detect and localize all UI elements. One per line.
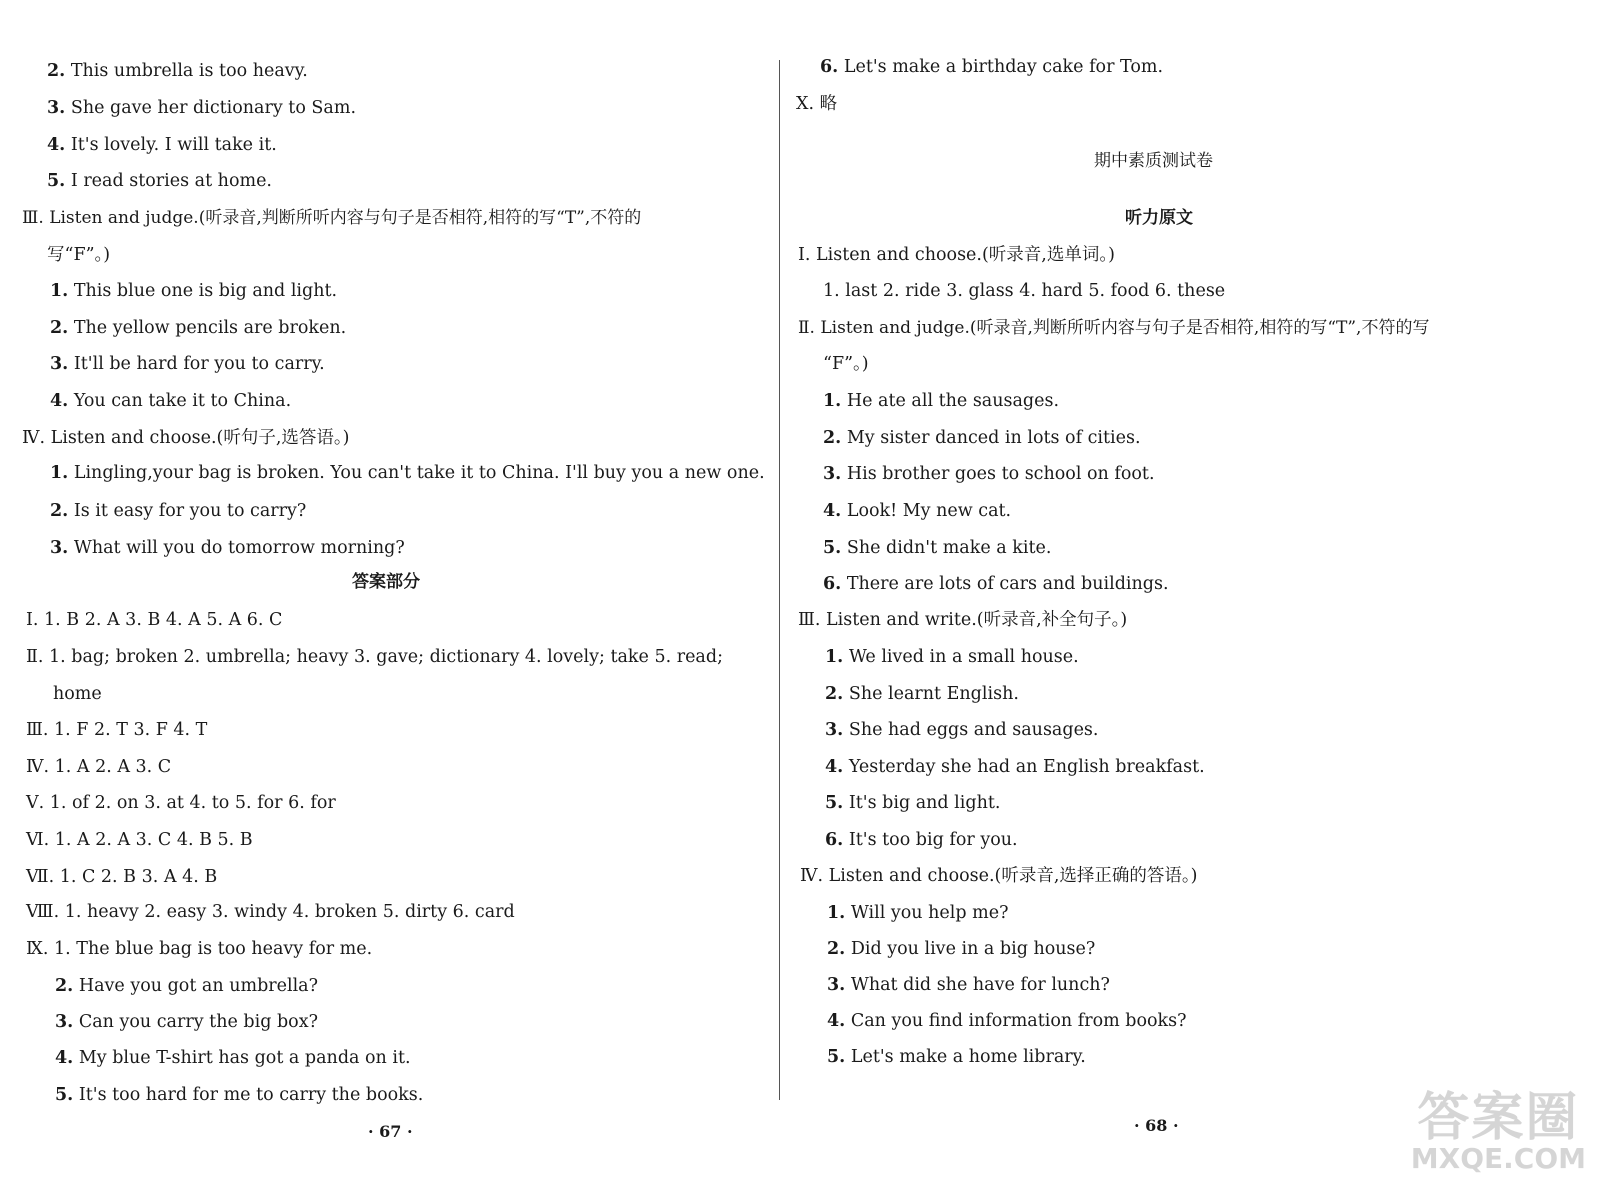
left-section-3-heading-cont: 写“F”。) bbox=[47, 245, 111, 265]
listening-script-title: 听力原文 bbox=[1125, 208, 1193, 228]
right-line-20: 5. It's big and light. bbox=[825, 793, 1001, 813]
left-line-4: 5. I read stories at home. bbox=[47, 171, 272, 191]
answer-line-8: Ⅷ. 1. heavy 2. easy 3. windy 4. broken 5. dirty 6. card bbox=[26, 902, 515, 922]
left-line-8: 2. The yellow pencils are broken. bbox=[50, 318, 347, 338]
right-section-2-heading: Ⅱ. Listen and judge.(听录音,判断所听内容与句子是否相符,相符的写“T”,不符的写 bbox=[798, 318, 1430, 338]
answer-line-9-2: 2. Have you got an umbrella? bbox=[55, 976, 318, 996]
page-number-left: · 67 · bbox=[368, 1122, 413, 1141]
left-line-14: 3. What will you do tomorrow morning? bbox=[50, 538, 405, 558]
left-line-2: 3. She gave her dictionary to Sam. bbox=[47, 98, 357, 118]
answer-line-4: Ⅳ. 1. A 2. A 3. C bbox=[26, 757, 172, 777]
right-line-23: 1. Will you help me? bbox=[827, 903, 1009, 923]
right-line-2: Ⅹ. 略 bbox=[796, 94, 838, 114]
right-line-10: 2. My sister danced in lots of cities. bbox=[823, 428, 1141, 448]
right-section-2-heading-cont: “F”。) bbox=[823, 354, 869, 374]
column-divider bbox=[779, 60, 780, 1100]
answer-line-9: Ⅸ. 1. The blue bag is too heavy for me. bbox=[26, 939, 373, 959]
answer-section-title: 答案部分 bbox=[352, 572, 420, 592]
watermark-logo-text: 答案圈 bbox=[1417, 1088, 1580, 1148]
right-line-26: 4. Can you find information from books? bbox=[827, 1011, 1187, 1031]
right-line-25: 3. What did she have for lunch? bbox=[827, 975, 1110, 995]
watermark-url: MXQE.COM bbox=[1410, 1142, 1586, 1175]
answer-line-3: Ⅲ. 1. F 2. T 3. F 4. T bbox=[26, 720, 208, 740]
right-section-1-words: 1. last 2. ride 3. glass 4. hard 5. food 6. these bbox=[823, 281, 1226, 301]
right-line-24: 2. Did you live in a big house? bbox=[827, 939, 1096, 959]
left-line-13: 2. Is it easy for you to carry? bbox=[50, 501, 307, 521]
answer-line-7: Ⅶ. 1. C 2. B 3. A 4. B bbox=[26, 867, 218, 887]
right-line-14: 6. There are lots of cars and buildings. bbox=[823, 574, 1169, 594]
right-line-12: 4. Look! My new cat. bbox=[823, 501, 1012, 521]
page-number-right: · 68 · bbox=[1134, 1116, 1179, 1135]
answer-line-5: Ⅴ. 1. of 2. on 3. at 4. to 5. for 6. for bbox=[26, 793, 336, 813]
answer-line-2: Ⅱ. 1. bag; broken 2. umbrella; heavy 3. gave; dictionary 4. lovely; take 5. read; bbox=[26, 647, 723, 667]
right-line-13: 5. She didn't make a kite. bbox=[823, 538, 1052, 558]
left-line-9: 3. It'll be hard for you to carry. bbox=[50, 354, 325, 374]
answer-line-9-4: 4. My blue T-shirt has got a panda on it. bbox=[55, 1048, 411, 1068]
left-line-3: 4. It's lovely. I will take it. bbox=[47, 135, 277, 155]
right-section-1-heading: Ⅰ. Listen and choose.(听录音,选单词。) bbox=[798, 245, 1115, 265]
left-line-12: 1. Lingling,your bag is broken. You can't take it to China. I'll buy you a new one. bbox=[50, 463, 765, 483]
answer-line-9-3: 3. Can you carry the big box? bbox=[55, 1012, 318, 1032]
right-line-19: 4. Yesterday she had an English breakfast. bbox=[825, 757, 1205, 777]
answer-line-1: Ⅰ. 1. B 2. A 3. B 4. A 5. A 6. C bbox=[26, 610, 283, 630]
right-line-1: 6. Let's make a birthday cake for Tom. bbox=[820, 57, 1164, 77]
right-line-21: 6. It's too big for you. bbox=[825, 830, 1018, 850]
right-line-11: 3. His brother goes to school on foot. bbox=[823, 464, 1155, 484]
left-line-7: 1. This blue one is big and light. bbox=[50, 281, 338, 301]
right-line-9: 1. He ate all the sausages. bbox=[823, 391, 1060, 411]
left-section-4-heading: Ⅳ. Listen and choose.(听句子,选答语。) bbox=[22, 428, 350, 448]
answer-line-9-5: 5. It's too hard for me to carry the books. bbox=[55, 1085, 424, 1105]
right-line-16: 1. We lived in a small house. bbox=[825, 647, 1079, 667]
right-section-3-heading: Ⅲ. Listen and write.(听录音,补全句子。) bbox=[798, 610, 1128, 630]
right-section-4-heading: Ⅳ. Listen and choose.(听录音,选择正确的答语。) bbox=[800, 866, 1198, 886]
left-line-1: 2. This umbrella is too heavy. bbox=[47, 61, 308, 81]
midterm-title: 期中素质测试卷 bbox=[1094, 151, 1213, 171]
right-line-18: 3. She had eggs and sausages. bbox=[825, 720, 1099, 740]
right-line-17: 2. She learnt English. bbox=[825, 684, 1019, 704]
left-section-3-heading: Ⅲ. Listen and judge.(听录音,判断所听内容与句子是否相符,相符的写“T”,不符的 bbox=[22, 208, 642, 228]
left-line-10: 4. You can take it to China. bbox=[50, 391, 292, 411]
answer-line-2-cont: home bbox=[53, 684, 102, 704]
right-line-27: 5. Let's make a home library. bbox=[827, 1047, 1086, 1067]
answer-line-6: Ⅵ. 1. A 2. A 3. C 4. B 5. B bbox=[26, 830, 253, 850]
watermark bbox=[1410, 1088, 1586, 1175]
